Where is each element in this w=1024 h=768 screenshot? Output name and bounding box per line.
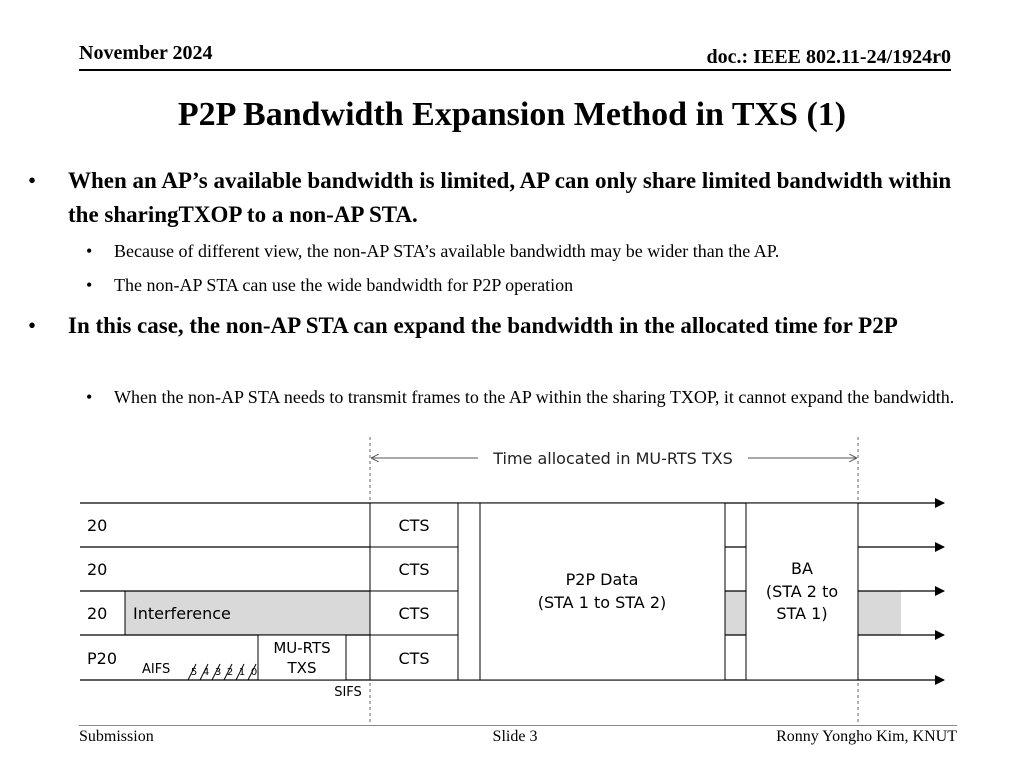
p2p-data-sublabel: (STA 1 to STA 2) [537,593,667,612]
cts-label: CTS [398,560,430,579]
footer-author: Ronny Yongho Kim, KNUT [776,728,957,745]
backoff-slot: 1 [238,667,246,678]
p2p-data-frame [480,503,725,680]
bullet-dot: • [86,241,93,261]
slide-title: P2P Bandwidth Expansion Method in TXS (1) [177,96,847,133]
bullet-1-text: When an AP’s available bandwidth is limited, AP can only share limited bandwidth within the sharingTXOP to a non-AP STA. [68,168,952,227]
bullet-2-sub-1-text: When the non-AP STA needs to transmit frames to the AP within the sharing TXOP, it cannot expand the bandwidth. [114,387,955,407]
channel-label: 20 [87,516,108,535]
interference-resume-small [725,591,746,635]
header-date: November 2024 [79,42,213,64]
bullet-1-sub-1-text: Because of different view, the non-AP STA’s available bandwidth may be wider than the AP. [114,241,780,261]
backoff-slot: 2 [226,667,234,678]
channel-label: P20 [87,649,118,668]
channel-label: 20 [87,604,108,623]
aifs-label: AIFS [142,662,171,677]
footer-submission: Submission [79,728,154,745]
time-allocated-label: Time allocated in MU-RTS TXS [493,449,733,468]
ba-label: BA [791,559,813,578]
backoff-slot: 0 [250,667,258,678]
sifs-label: SIFS [334,685,362,700]
cts-label: CTS [398,649,430,668]
ba-sublabel: (STA 2 to [765,582,839,601]
bullet-2-text: In this case, the non-AP STA can expand the bandwidth in the allocated time for P2P [68,313,898,338]
mu-rts-label: MU-RTS [273,639,331,657]
ba-sublabel: STA 1) [776,604,828,623]
cts-label: CTS [398,604,430,623]
footer-rule [79,725,957,726]
backoff-slot: 5 [190,667,198,678]
bullet-dot: • [28,168,37,193]
interference-resume-block [858,591,901,635]
footer-slide-number: Slide 3 [492,728,538,745]
backoff-slot: 3 [214,667,222,678]
bullet-dot: • [86,387,93,407]
txs-label: TXS [287,659,317,677]
header-doc-id: doc.: IEEE 802.11-24/1924r0 [706,46,951,68]
sifs-gap [458,503,480,680]
p2p-data-label: P2P Data [565,570,639,589]
bullet-dot: • [86,275,93,295]
cts-label: CTS [398,516,430,535]
bullet-dot: • [28,313,37,338]
channel-label: 20 [87,560,108,579]
interference-label: Interference [133,604,231,623]
backoff-slot: 4 [202,667,210,678]
bullet-1-sub-2-text: The non-AP STA can use the wide bandwidth for P2P operation [114,275,574,295]
